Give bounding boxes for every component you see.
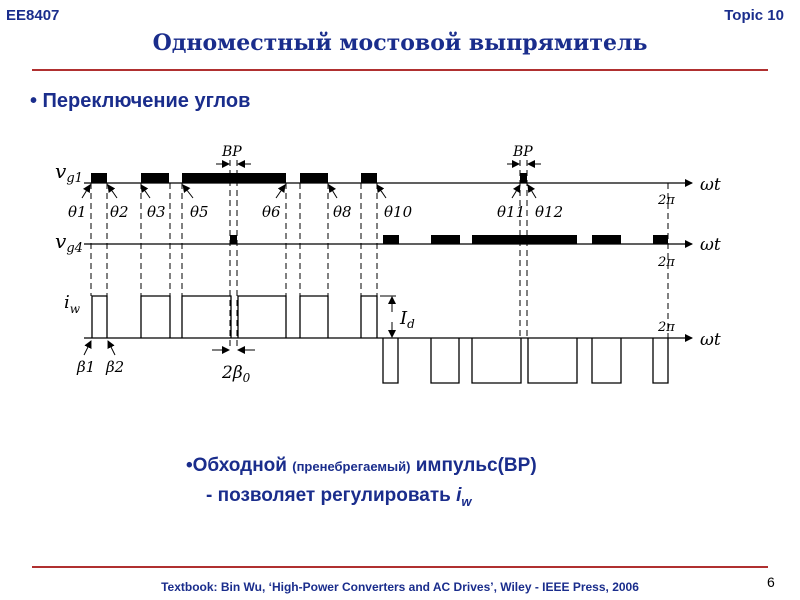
bypass-pulse-note: •Обходной (пренебрегаемый) импульс(BP) (186, 455, 537, 476)
theta-label: θ12 (535, 203, 564, 221)
theta-label: θ10 (384, 203, 413, 221)
vg4-pulse (472, 235, 577, 244)
vg1-pulses (91, 173, 527, 183)
iw-pulse-negative (472, 338, 577, 383)
iw-pulse-positive (92, 296, 107, 338)
vg4-pulse-bp (230, 235, 237, 244)
vg1-pulse (182, 173, 286, 183)
textbook-reference: Textbook: Bin Wu, ‘High-Power Converters and AC Drives’, Wiley - IEEE Press, 2006 (161, 580, 639, 594)
vg1-pulse (300, 173, 328, 183)
page-number: 6 (767, 574, 775, 590)
vg4-pulse (383, 235, 399, 244)
iw-pulse-negative (592, 338, 621, 383)
vg1-pulse (361, 173, 377, 183)
theta-label: θ5 (190, 203, 209, 221)
vg1-label: $v_{g1}$ (55, 159, 83, 186)
axis-label-vg1: ωt (700, 175, 721, 195)
theta-label: θ11 (497, 203, 526, 221)
beta-arrows (84, 341, 115, 355)
iw-pulse-positive (182, 296, 286, 338)
theta-label: θ8 (333, 203, 352, 221)
theta-labels (68, 203, 563, 221)
footer-divider (32, 566, 768, 568)
theta-label: θ6 (262, 203, 281, 221)
vg4-pulse (653, 235, 668, 244)
regulation-note: - позволяет регулировать $i_w$ (206, 485, 472, 509)
theta-label: θ2 (110, 203, 129, 221)
period-label-iw: 2π (658, 320, 675, 335)
theta-label: θ3 (147, 203, 166, 221)
iw-pulse-negative (653, 338, 668, 383)
beta-label: β1 (77, 358, 96, 376)
vg4-pulse (592, 235, 621, 244)
period-label-vg4: 2π (658, 255, 675, 270)
topic-label: Topic 10 (724, 7, 784, 24)
iw-pulse-positive (141, 296, 170, 338)
id-dimension (380, 296, 396, 337)
vg4-label: $v_{g4}$ (55, 229, 83, 256)
bullet-heading: • Переключение углов (30, 90, 251, 112)
iw-label: $i_w$ (64, 292, 81, 316)
beta-label: β2 (106, 358, 125, 376)
iw-pulse-negative (383, 338, 398, 383)
iw-pulse-positive (300, 296, 328, 338)
iw-pulse-negative (431, 338, 459, 383)
vg1-pulse (141, 173, 169, 183)
vg4-pulses (230, 235, 668, 244)
iw-waveform (92, 296, 668, 383)
bp-label-1: BP (222, 144, 242, 160)
axis-label-vg4: ωt (700, 235, 721, 255)
axis-label-iw: ωt (700, 330, 721, 350)
id-label: $I_d$ (400, 308, 415, 331)
bp-label-2: BP (513, 144, 533, 160)
vg4-pulse (431, 235, 460, 244)
vg1-pulse (91, 173, 107, 183)
period-label-vg1: 2π (658, 193, 675, 208)
slide-title: Одноместный мостовой выпрямитель (152, 30, 648, 56)
course-code: EE8407 (6, 7, 60, 24)
two-beta0-label: $2\beta_0$ (222, 363, 251, 385)
vg1-pulse-bp (520, 173, 527, 183)
theta-label: θ1 (68, 203, 87, 221)
theta-arrows (82, 185, 536, 198)
iw-pulse-positive (361, 296, 377, 338)
